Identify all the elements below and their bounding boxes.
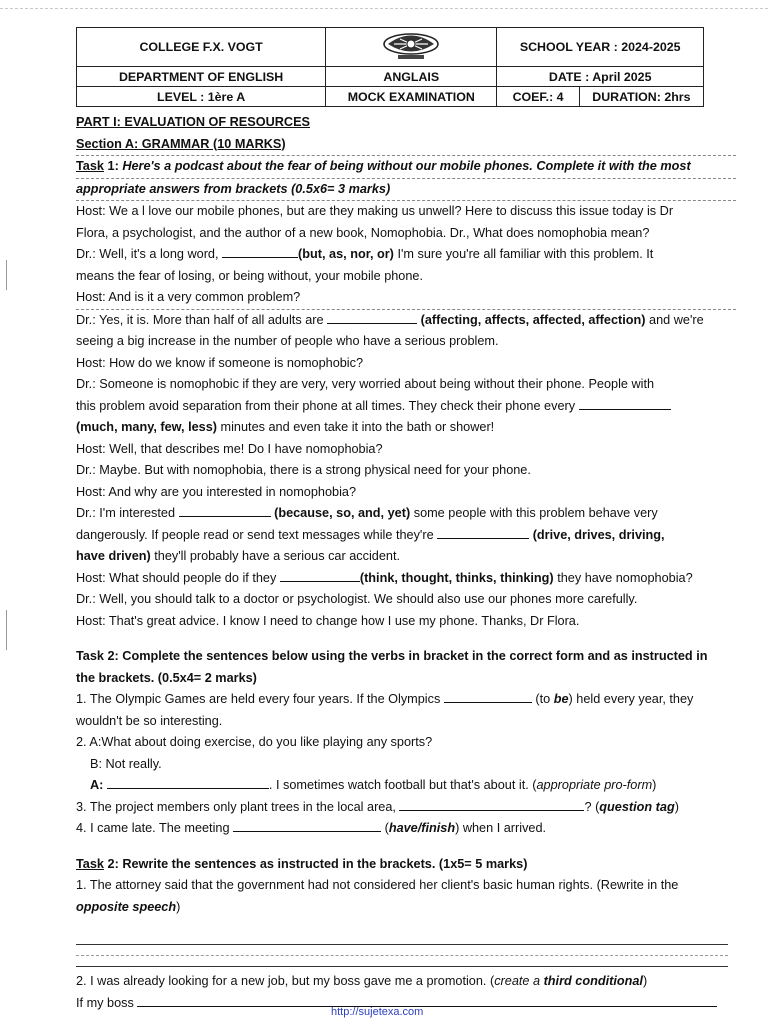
task2-item-1 — [76, 689, 736, 711]
dialogue-line — [76, 417, 736, 439]
task2-item-2-a — [76, 775, 736, 797]
dialogue-line — [76, 525, 736, 547]
answer-blank-4[interactable] — [179, 504, 271, 517]
bracket-options: have driven) — [76, 549, 151, 563]
dialogue-line — [76, 546, 736, 568]
item-text: 3. The project members only plant trees in the local area, — [76, 799, 396, 814]
item-verb: be — [553, 692, 569, 706]
task2-item-2: 2. A:What about doing exercise, do you like playing any sports? — [76, 735, 433, 749]
part-title: PART I: EVALUATION OF RESOURCES — [76, 115, 311, 129]
item-text: ) — [642, 974, 648, 988]
item-text: ? ( — [584, 799, 600, 814]
scan-artifact-line — [0, 8, 768, 10]
answer-blank-1[interactable] — [222, 245, 298, 258]
task2-item-2-b: B: Not really. — [90, 756, 162, 771]
answer-blank-5[interactable] — [437, 526, 529, 539]
answer-line[interactable] — [76, 944, 728, 945]
item-text: 2. I was already looking for a new job, but my boss gave me a promotion. ( — [76, 974, 495, 988]
bracket-options: (because, so, and, yet) — [274, 506, 411, 520]
answer-blank-3[interactable] — [579, 397, 671, 410]
exam-body — [76, 112, 736, 918]
answer-blank[interactable] — [233, 819, 381, 832]
scan-edge-mark — [6, 610, 7, 650]
dialogue-line: Dr.: Someone is nomophobic if they are very, very worried about being without their phone. People with — [76, 377, 655, 391]
bracket-options: (drive, drives, driving, — [532, 527, 665, 542]
item-instruction: opposite speech — [76, 899, 177, 914]
dialogue-text: Dr.: Well, it's a long word, — [76, 247, 219, 261]
coefficient: COEF.: 4 — [497, 87, 579, 107]
item-speaker: A: — [90, 778, 104, 792]
item-text: (to — [535, 692, 551, 706]
answer-blank[interactable] — [107, 776, 269, 789]
bracket-options: (but, as, nor, or) — [298, 247, 394, 261]
task2-title: Task 2: Complete the sentences below using the verbs in bracket in the correct form and as instructed in — [76, 649, 708, 663]
dialogue-line — [76, 503, 736, 525]
answer-blank-2[interactable] — [327, 311, 417, 324]
task2-item-4 — [76, 818, 736, 840]
item-text: . I sometimes watch football but that's about it. ( — [268, 778, 537, 792]
item-text: If my boss — [76, 995, 134, 1010]
school-year: SCHOOL YEAR : 2024-2025 — [497, 28, 704, 67]
task3-instruction: 2: Rewrite the sentences as instructed in the brackets. (1x5= 5 marks) — [107, 856, 528, 871]
department-name: DEPARTMENT OF ENGLISH — [77, 67, 326, 87]
answer-blank[interactable] — [399, 798, 584, 811]
school-crest-icon — [380, 31, 442, 64]
dialogue-line — [76, 396, 736, 418]
class-level: LEVEL : 1ère A — [77, 87, 326, 107]
bracket-options: (think, thought, thinks, thinking) — [359, 570, 554, 585]
task1-instruction-a: Here's a podcast about the fear of being without our mobile phones. Complete it with the most — [122, 159, 691, 173]
answer-guide-line — [76, 955, 728, 956]
task3-title — [76, 854, 736, 876]
answer-blank-6[interactable] — [280, 569, 360, 582]
exam-type: MOCK EXAMINATION — [326, 87, 497, 107]
dialogue-line: Dr.: Maybe. But with nomophobia, there is a strong physical need for your phone. — [76, 463, 531, 477]
dialogue-text: this problem avoid separation from their phone at all times. They check their phone every — [76, 398, 576, 413]
dialogue-line — [76, 568, 736, 590]
dialogue-text: Dr.: I'm interested — [76, 506, 176, 520]
subject-name: ANGLAIS — [326, 67, 497, 87]
task3-item-1: 1. The attorney said that the government had not considered her client's basic human rights. (Rewrite in the — [76, 878, 679, 892]
item-text: ( — [384, 821, 389, 835]
dialogue-line: Host: We a l love our mobile phones, but are they making us unwell? Here to discuss this issue today is Dr — [76, 204, 674, 218]
item-instruction: appropriate pro-form — [536, 778, 653, 792]
item-text: ) when I arrived. — [455, 821, 547, 835]
bracket-options: (affecting, affects, affected, affection) — [420, 312, 646, 327]
task3-item-2 — [76, 971, 736, 993]
dialogue-line: seeing a big increase in the number of people who have a serious problem. — [76, 334, 499, 348]
answer-blank[interactable] — [137, 994, 717, 1007]
dialogue-line: means the fear of losing, or being without, your mobile phone. — [76, 268, 423, 283]
task2-marks: the brackets. (0.5x4= 2 marks) — [76, 670, 257, 685]
task1-marks: (0.5x6= 3 marks) — [291, 181, 391, 196]
dialogue-text: they have nomophobia? — [557, 570, 693, 585]
item-instruction: create a — [494, 974, 541, 988]
item-verb: have/finish — [388, 821, 456, 835]
school-logo-cell — [326, 28, 497, 67]
exam-header-table — [76, 27, 704, 107]
item-text: 4. I came late. The meeting — [76, 821, 230, 835]
item-text: ) — [176, 899, 181, 914]
task1-number: 1: — [107, 159, 119, 173]
bracket-options: (much, many, few, less) — [76, 420, 218, 434]
dialogue-text: Dr.: Yes, it is. More than half of all adults are — [76, 312, 324, 327]
dialogue-line: Host: And is it a very common problem? — [76, 287, 736, 310]
exam-date: DATE : April 2025 — [497, 67, 704, 87]
item-instruction: third conditional — [543, 974, 643, 988]
task1-instruction-line2 — [76, 179, 736, 202]
dialogue-line: Flora, a psychologist, and the author of a new book, Nomophobia. Dr., What does nomophobia mean? — [76, 225, 650, 240]
dialogue-text: dangerously. If people read or send text messages while they're — [76, 527, 434, 542]
dialogue-text: and we're — [649, 312, 704, 327]
school-name: COLLEGE F.X. VOGT — [77, 28, 326, 67]
task2-item-1-cont: wouldn't be so interesting. — [76, 713, 223, 728]
task1-label: Task — [76, 159, 104, 173]
dialogue-line: Host: And why are you interested in nomophobia? — [76, 484, 357, 499]
dialogue-line: Host: How do we know if someone is nomophobic? — [76, 355, 364, 370]
task3-item-1-cont — [76, 897, 736, 919]
section-title: Section A: GRAMMAR (10 MARKS) — [76, 134, 736, 157]
task2-item-3 — [76, 797, 736, 819]
source-link[interactable]: http://sujetexa.com — [331, 1006, 424, 1018]
answer-blank[interactable] — [444, 690, 532, 703]
item-text: ) — [674, 799, 679, 814]
dialogue-line: Host: That's great advice. I know I need to change how I use my phone. Thanks, Dr Flora. — [76, 613, 580, 628]
answer-line[interactable] — [76, 966, 728, 967]
duration: DURATION: 2hrs — [579, 87, 703, 107]
task1-instruction-line1 — [76, 156, 736, 179]
scan-edge-mark — [6, 260, 7, 290]
dialogue-text: Host: What should people do if they — [76, 570, 277, 585]
dialogue-line — [76, 310, 736, 332]
item-text: 1. The Olympic Games are held every four years. If the Olympics — [76, 692, 441, 706]
dialogue-line: Dr.: Well, you should talk to a doctor or psychologist. We should also use our phones more carefully. — [76, 592, 638, 606]
item-instruction: question tag — [599, 799, 675, 814]
task3-label: Task — [76, 856, 104, 871]
dialogue-text: some people with this problem behave very — [413, 506, 658, 520]
dialogue-line: Host: Well, that describes me! Do I have nomophobia? — [76, 441, 383, 456]
item-text: ) — [652, 778, 657, 792]
dialogue-line — [76, 244, 736, 266]
dialogue-text: I'm sure you're all familiar with this problem. It — [397, 247, 654, 261]
dialogue-text: minutes and even take it into the bath or shower! — [220, 420, 495, 434]
dialogue-text: they'll probably have a serious car accident. — [154, 549, 401, 563]
task1-instruction-b: appropriate answers from brackets — [76, 181, 288, 196]
item-text: ) held every year, they — [568, 692, 694, 706]
